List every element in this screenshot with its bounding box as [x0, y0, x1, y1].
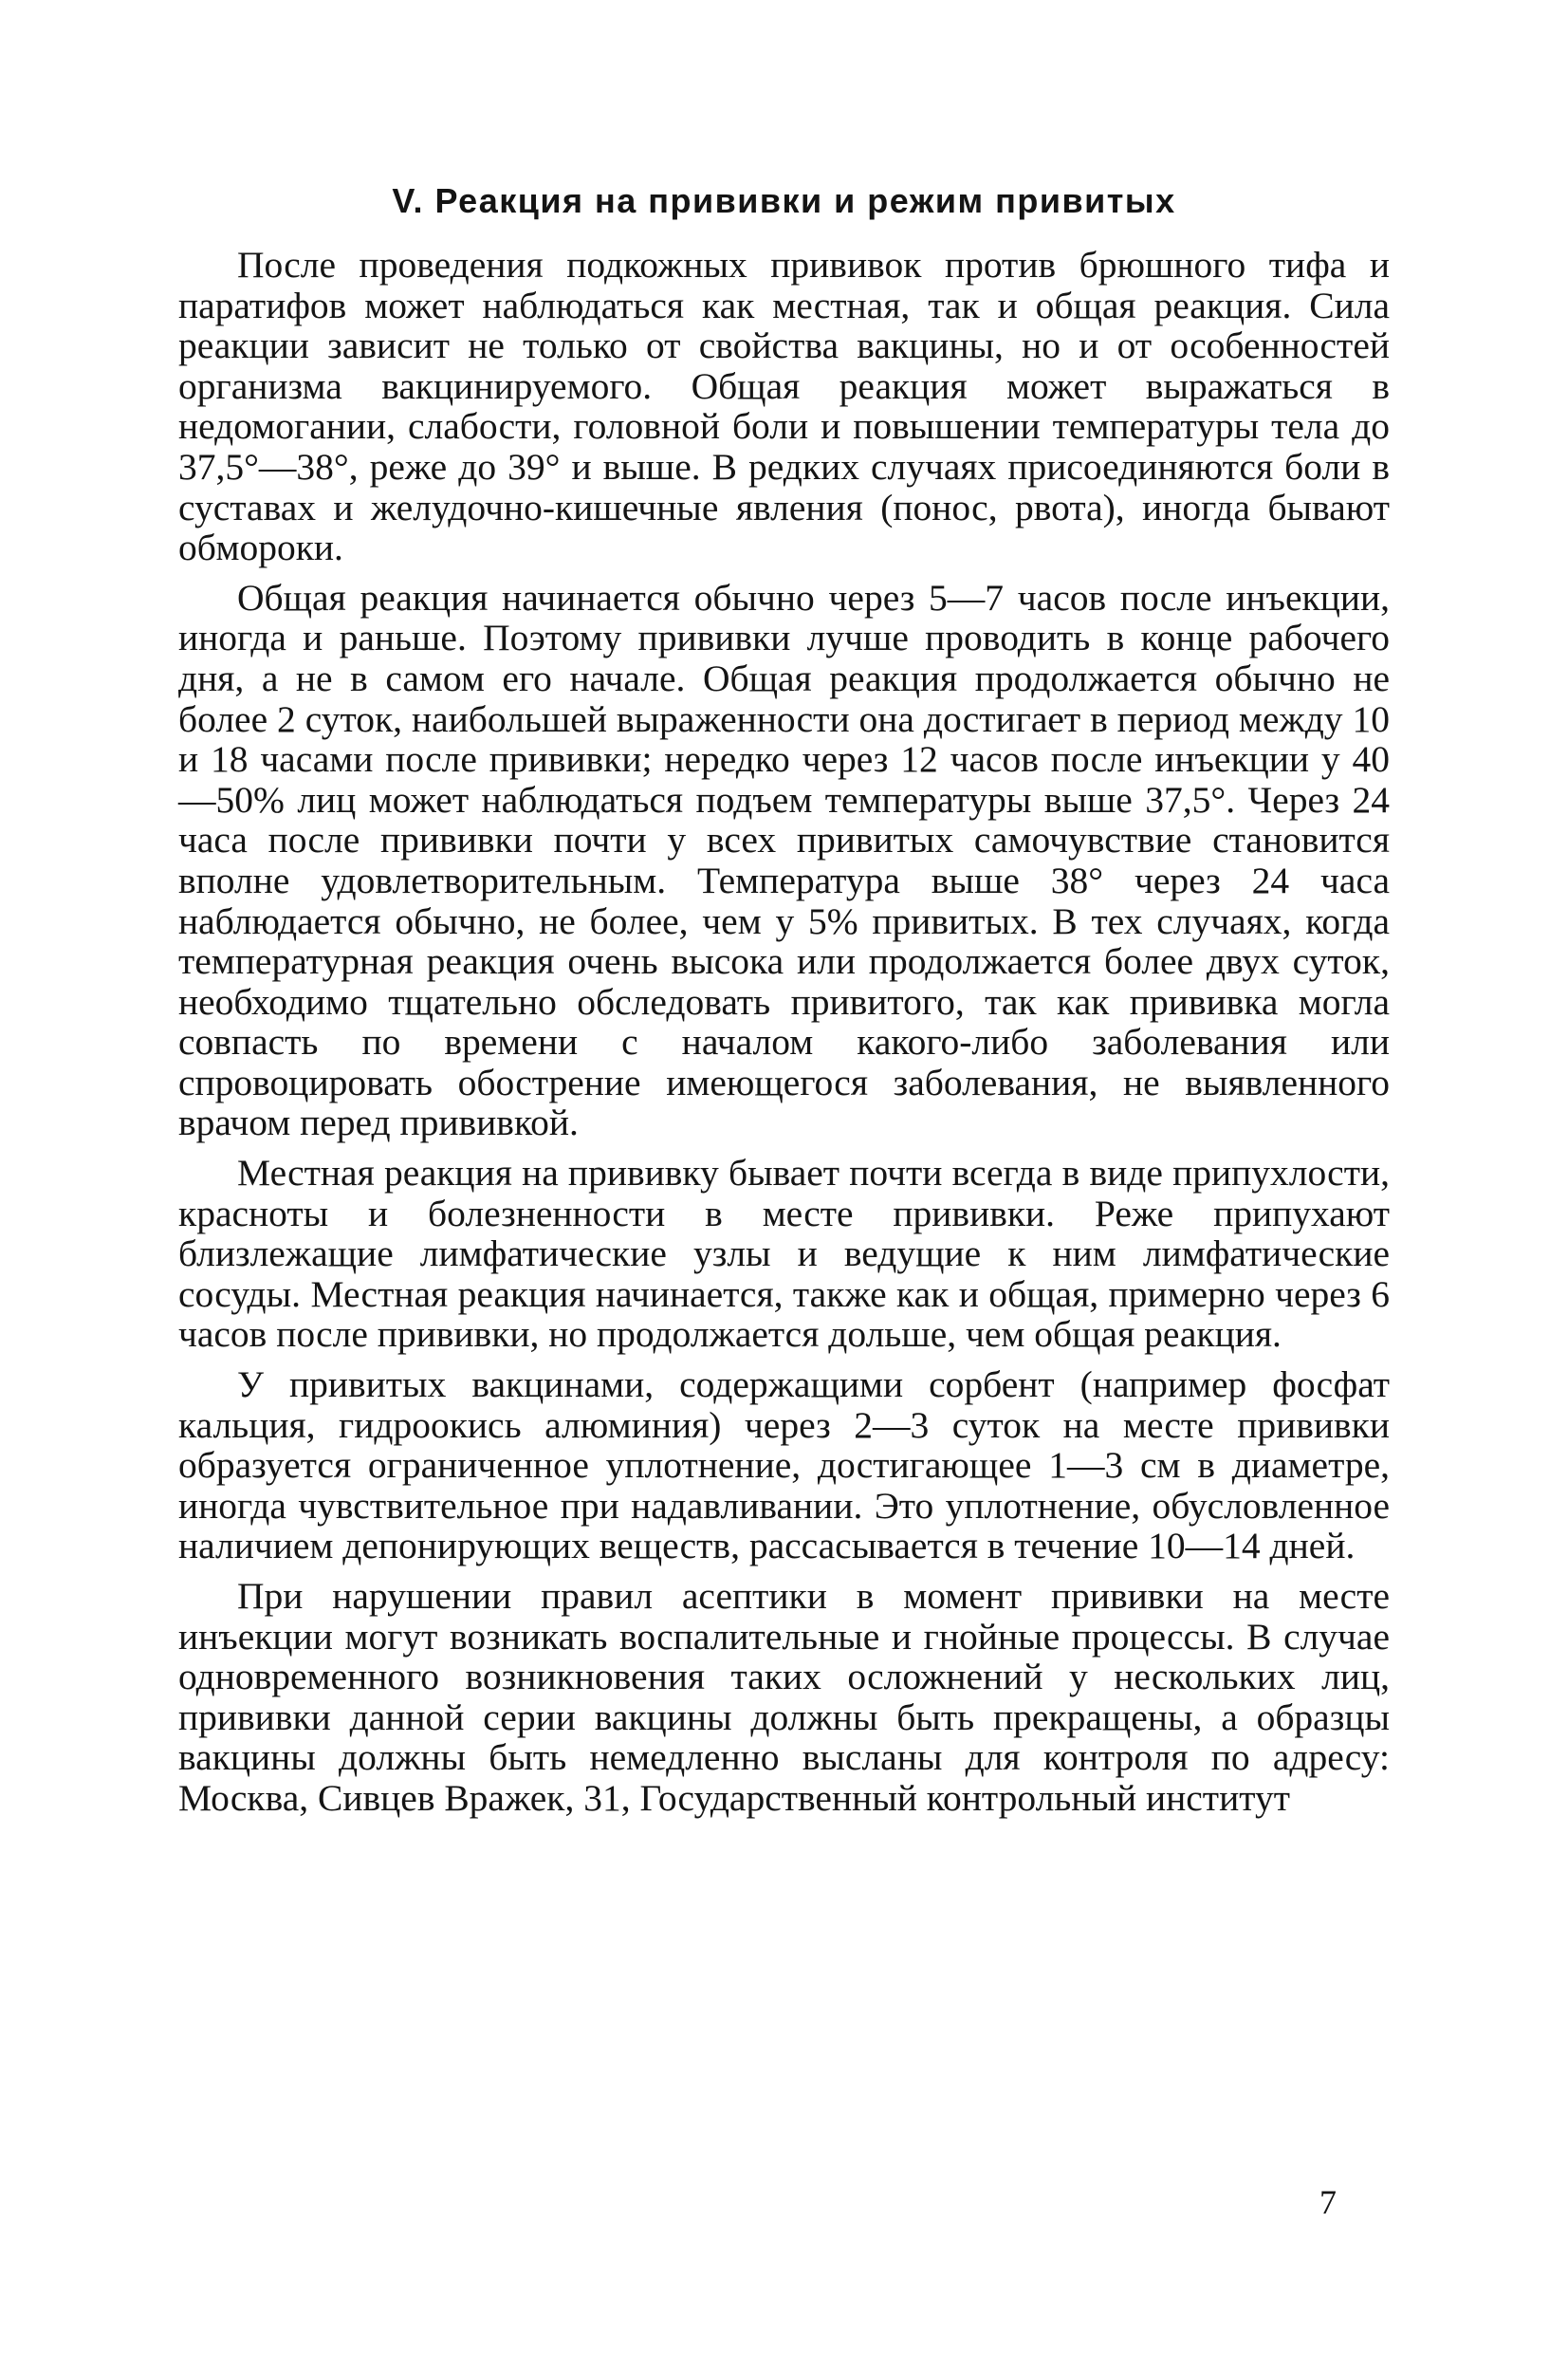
document-page: [178, 180, 1390, 1828]
paragraph-reaction-timing: Общая реакция начинается обычно через 5—7 часов после инъекции, иногда и раньше. Поэтому прививки лучше проводить в конце рабочего дня, а не в самом его начале. Общая реакция продолжается обычно не более 2 суток, наибольшей выраженности она достигает в период между 10 и 18 часами после прививки; нередко через 12 часов после инъекции у 40—50% лиц может наблюдаться подъем температуры выше 37,5°. Через 24 часа после прививки почти у всех привитых самочувствие становится вполне удовлетворительным. Температура выше 38° через 24 часа наблюдается обычно, не более, чем у 5% привитых. В тех случаях, когда температурная реакция очень высока или продолжается более двух суток, необходимо тщательно обследовать привитого, так как прививка могла совпасть по времени с началом какого-либо заболевания или спровоцировать обострение имеющегося заболевания, не выявленного врачом перед прививкой.: [178, 576, 1390, 1144]
paragraph-local-reaction: Местная реакция на прививку бывает почти всегда в виде припухлости, красноты и болезненности в месте прививки. Реже припухают близлежащие лимфатические узлы и ведущие к ним лимфатические сосуды. Местная реакция начинается, также как и общая, примерно через 6 часов после прививки, но продолжается дольше, чем общая реакция.: [178, 1152, 1390, 1356]
paragraph-general-reaction: После проведения подкожных прививок против брюшного тифа и паратифов может наблюдаться как местная, так и общая реакция. Сила реакции зависит не только от свойства вакцины, но и от особенностей организма вакцинируемого. Общая реакция может выражаться в недомогании, слабости, головной боли и повышении температуры тела до 37,5°—38°, реже до 39° и выше. В редких случаях присоединяются боли в суставах и желудочно-кишечные явления (понос, рвота), иногда бывают обмороки.: [178, 244, 1390, 569]
page-number: 7: [1319, 2183, 1337, 2221]
paragraph-sorbent-vaccines: У привитых вакцинами, содержащими сорбент (например фосфат кальция, гидроокись алюминия) через 2—3 суток на месте прививки образуется ограниченное уплотнение, достигающее 1—3 см в диаметре, иногда чувствительное при надавливании. Это уплотнение, обусловленное наличием депонирующих веществ, рассасывается в течение 10—14 дней.: [178, 1363, 1390, 1567]
paragraph-asepsis: При нарушении правил асептики в момент прививки на месте инъекции могут возникать воспалительные и гнойные процессы. В случае одновременного возникновения таких осложнений у нескольких лиц, прививки данной серии вакцины должны быть прекращены, а образцы вакцины должны быть немедленно высланы для контроля по адресу: Москва, Сивцев Вражек, 31, Государственный контрольный институт: [178, 1575, 1390, 1819]
section-heading: V. Реакция на прививки и режим привитых: [392, 181, 1176, 220]
